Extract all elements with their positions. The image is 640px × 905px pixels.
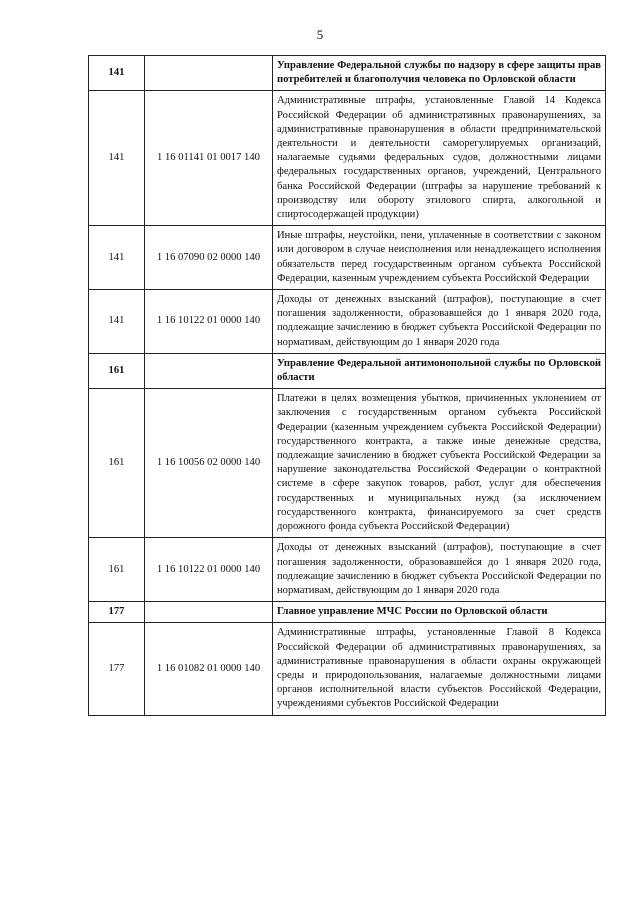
description-cell: Доходы от денежных взысканий (штрафов), поступающие в счет погашения задолженности, образовавшейся до 1 января 2020 года, подлежащие зачислению в бюджет субъекта Российской Федерации по нормативам, действующим до 1 января 2020 года	[273, 290, 606, 354]
description-cell: Доходы от денежных взысканий (штрафов), поступающие в счет погашения задолженности, образовавшейся до 1 января 2020 года, подлежащие зачислению в бюджет субъекта Российской Федерации по нормативам, действующим до 1 января 2020 года	[273, 538, 606, 602]
table-row-group-header	[89, 56, 606, 91]
admin-code-cell: 141	[89, 290, 145, 354]
admin-code-cell: 161	[89, 538, 145, 602]
revenue-code-cell: 1 16 10122 01 0000 140	[145, 290, 273, 354]
page-number: 5	[316, 27, 324, 42]
revenue-code-cell	[145, 56, 273, 91]
description-cell: Административные штрафы, установленные Главой 14 Кодекса Российской Федерации об административных правонарушениях, за административные правонарушения в области предпринимательской деятельности и деятельности саморегулируемых организаций, налагаемые судьями федеральных судов, должностными лицами федеральных государственных органов, учреждений, Центрального банка Российской Федерации (штрафы за нарушение требований к производству или обороту этилового спирта, алкогольной и спиртосодержащей продукции)	[273, 91, 606, 226]
revenue-code-cell: 1 16 10056 02 0000 140	[145, 389, 273, 538]
description-cell: Управление Федеральной антимонопольной службы по Орловской области	[273, 353, 606, 388]
revenue-code-cell: 1 16 01141 01 0017 140	[145, 91, 273, 226]
revenue-code-cell	[145, 602, 273, 623]
table-row	[89, 290, 606, 354]
table-row-group-header	[89, 602, 606, 623]
table-row	[89, 91, 606, 226]
table-row	[89, 623, 606, 715]
description-cell: Главное управление МЧС России по Орловской области	[273, 602, 606, 623]
description-cell: Иные штрафы, неустойки, пени, уплаченные в соответствии с законом или договором в случае неисполнения или ненадлежащего исполнения обязательств перед государственным органом субъекта Российской Федерации, казенным учреждением субъекта Российской Федерации	[273, 226, 606, 290]
admin-code-cell: 177	[89, 602, 145, 623]
revenue-code-cell: 1 16 07090 02 0000 140	[145, 226, 273, 290]
description-cell: Административные штрафы, установленные Главой 8 Кодекса Российской Федерации об административных правонарушениях, за административные правонарушения в области охраны окружающей среды и природопользования, налагаемые должностными лицами органов исполнительной власти субъектов Российской Федерации, учреждениями субъектов Российской Федерации	[273, 623, 606, 715]
description-cell: Управление Федеральной службы по надзору в сфере защиты прав потребителей и благополучия человека по Орловской области	[273, 56, 606, 91]
admin-code-cell: 141	[89, 226, 145, 290]
table-row	[89, 389, 606, 538]
admin-code-cell: 161	[89, 353, 145, 388]
description-cell: Платежи в целях возмещения убытков, причиненных уклонением от заключения с государственным органом субъекта Российской Федерации (казенным учреждением субъекта Российской Федерации) государственного контракта, а также иные денежные средства, подлежащие зачислению в бюджет субъекта Российской Федерации за нарушение законодательства Российской Федерации о контрактной системе в сфере закупок товаров, работ, услуг для обеспечения государственных и муниципальных нужд (за исключением государственного контракта, финансируемого за счет средств дорожного фонда субъекта Российской Федерации)	[273, 389, 606, 538]
table-row-group-header	[89, 353, 606, 388]
table-row	[89, 538, 606, 602]
admin-code-cell: 161	[89, 389, 145, 538]
admin-code-cell: 177	[89, 623, 145, 715]
revenue-code-cell: 1 16 10122 01 0000 140	[145, 538, 273, 602]
revenue-code-cell	[145, 353, 273, 388]
revenue-classification-table	[88, 55, 606, 716]
revenue-code-cell: 1 16 01082 01 0000 140	[145, 623, 273, 715]
admin-code-cell: 141	[89, 56, 145, 91]
admin-code-cell: 141	[89, 91, 145, 226]
table-row	[89, 226, 606, 290]
